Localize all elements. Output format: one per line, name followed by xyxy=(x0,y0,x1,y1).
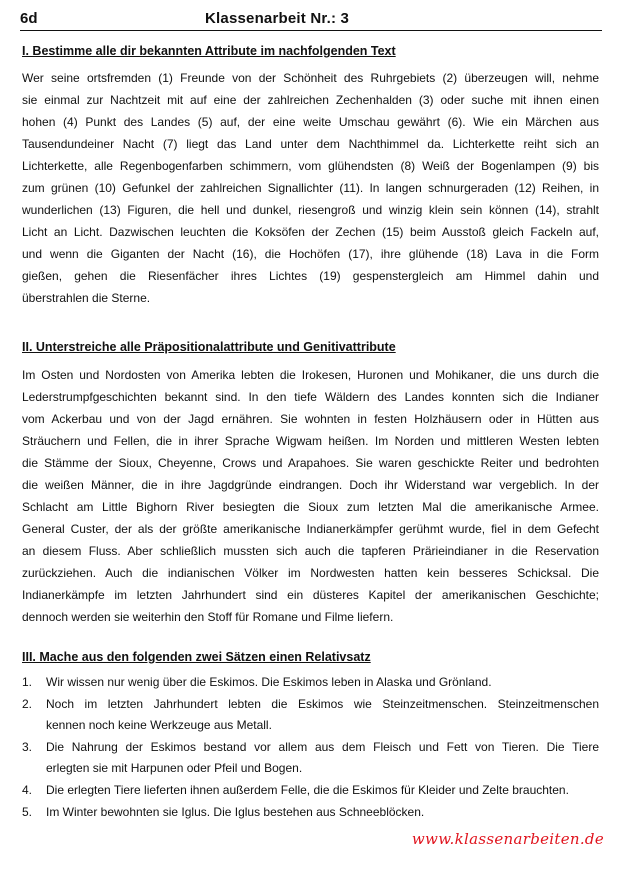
task-list xyxy=(22,672,599,824)
text-line: Lichterkette, alle Regenbogenfarben schimmern, vom glühendsten (8) Weiß der Bogenlampen (9) bis xyxy=(22,159,599,173)
text-line: sie einmal zur Nachtzeit mit auf eine der zahlreichen Zechenhalden (3) oder suche mit ihnen einen xyxy=(22,93,599,107)
task-text: erlegten sie mit Harpunen oder Pfeil und Bogen. xyxy=(46,761,303,775)
task-number: 3. xyxy=(22,740,33,754)
text-line: gießen, gehen die Riesenfächer ihres Lichtes (19) gespenstergleich am Himmel dahin und xyxy=(22,269,599,283)
task-number: 4. xyxy=(22,783,33,797)
task-item xyxy=(22,737,599,779)
text-line: zurückziehen. Auch die indianischen Völker im Nordwesten hatten kein besseres Schicksal. Die xyxy=(22,566,599,580)
task-number: 2. xyxy=(22,697,33,711)
task-text: Noch im letzten Jahrhundert lebten die Eskimos wie Steinzeitmenschen. Steinzeitmenschen xyxy=(46,697,599,711)
website-watermark: www.klassenarbeiten.de xyxy=(411,830,604,848)
task-text: Die Nahrung der Eskimos bestand vor allem aus dem Fleisch und Fett von Tieren. Die Tiere xyxy=(46,740,599,754)
section-2-heading: II. Unterstreiche alle Präpositionalattribute und Genitivattribute xyxy=(22,340,396,354)
task-number: 1. xyxy=(22,675,33,689)
text-line: hohen (4) Punkt des Landes (5) auf, der eine weite Umschau gewährt (6). Wie ein Märchen aus xyxy=(22,115,599,129)
text-line: und wenn die Giganten der Nacht (16), die Hochöfen (17), ihre glühende (18) Lava in die Form xyxy=(22,247,599,261)
text-line: wunderlichen (13) Figuren, die hell und dunkel, riesengroß und winzig klein sein können (14), strahlt xyxy=(22,203,599,217)
section-2-text xyxy=(22,364,599,628)
worksheet-title: Klassenarbeit Nr.: 3 xyxy=(205,10,350,27)
task-item xyxy=(22,802,599,823)
text-line: die Stämme der Sioux, Cheyenne, Crows und Arapahoes. Sie waren geschickte Reiter und bedrohten xyxy=(22,456,599,470)
section-1-text xyxy=(22,67,599,309)
task-item xyxy=(22,780,599,801)
text-line: zum grünen (10) Gefunkel der zahlreichen Signallichter (11). In langen schnurgeraden (12) Reihen, in xyxy=(22,181,599,195)
text-line: Wer seine ortsfremden (1) Freunde von der Schönheit des Ruhrgebiets (2) überzeugen will, nehme xyxy=(22,71,599,85)
task-text: Wir wissen nur wenig über die Eskimos. Die Eskimos leben in Alaska und Grönland. xyxy=(46,675,492,689)
task-item xyxy=(22,672,599,693)
text-line: dennoch werden sie weiterhin den Stoff für Romane und Filme liefern. xyxy=(22,610,394,624)
section-1-heading: I. Bestimme alle dir bekannten Attribute im nachfolgenden Text xyxy=(22,44,396,58)
text-line: Licht an Licht. Dazwischen leuchten die Koksöfen der Zechen (15) beim Ausstoß gleich Fackeln auf, xyxy=(22,225,599,239)
task-text: kennen noch keine Werkzeuge aus Metall. xyxy=(46,718,272,732)
class-label: 6d xyxy=(20,10,38,27)
text-line: Im Osten und Nordosten von Amerika lebten die Irokesen, Huronen und Mohikaner, die uns durch die xyxy=(22,368,599,382)
worksheet-header xyxy=(20,8,602,31)
task-text: Im Winter bewohnten sie Iglus. Die Iglus bestehen aus Schneeblöcken. xyxy=(46,805,425,819)
task-item xyxy=(22,694,599,736)
task-text: Die erlegten Tiere lieferten ihnen außerdem Felle, die die Eskimos für Kleider und Zelte brauchten. xyxy=(46,783,569,797)
text-line: Tausendundeiner Nacht (7) liegt das Land unter dem Nachthimmel da. Lichterkette reiht sich an xyxy=(22,137,599,151)
task-number: 5. xyxy=(22,805,33,819)
text-line: Sträuchern und Fellen, die in ihrer Sprache Wigwam heißen. Im Norden und mittleren Westen lebten xyxy=(22,434,599,448)
text-line: Schlacht am Little Bighorn River besiegten die Sioux zum letzten Mal die amerikanische Armee. xyxy=(22,500,599,514)
text-line: Lederstrumpfgeschichten bekannt sind. In den tiefe Wäldern des Landes konnten sich die Indianer xyxy=(22,390,599,404)
text-line: die weißen Männer, die in ihre Jagdgründe eindrangen. Doch ihr Widerstand war vergeblich. In der xyxy=(22,478,599,492)
text-line: an diesem Fluss. Aber schließlich mussten sich auch die tapferen Prärieindianer in die Reservation xyxy=(22,544,599,558)
text-line: überstrahlen die Sterne. xyxy=(22,291,151,305)
text-line: Indianerkämpfe im letzten Jahrhundert sind ein düsteres Kapitel der amerikanischen Geschichte; xyxy=(22,588,599,602)
text-line: vom Ackerbau und von der Jagd ernähren. Sie wohnten in festen Holzhäusern oder in Hütten aus xyxy=(22,412,599,426)
text-line: General Custer, der als der größte amerikanische Indianerkämpfer gerühmt wurde, fiel in dem Gefecht xyxy=(22,522,599,536)
section-3-heading: III. Mache aus den folgenden zwei Sätzen einen Relativsatz xyxy=(22,650,371,664)
